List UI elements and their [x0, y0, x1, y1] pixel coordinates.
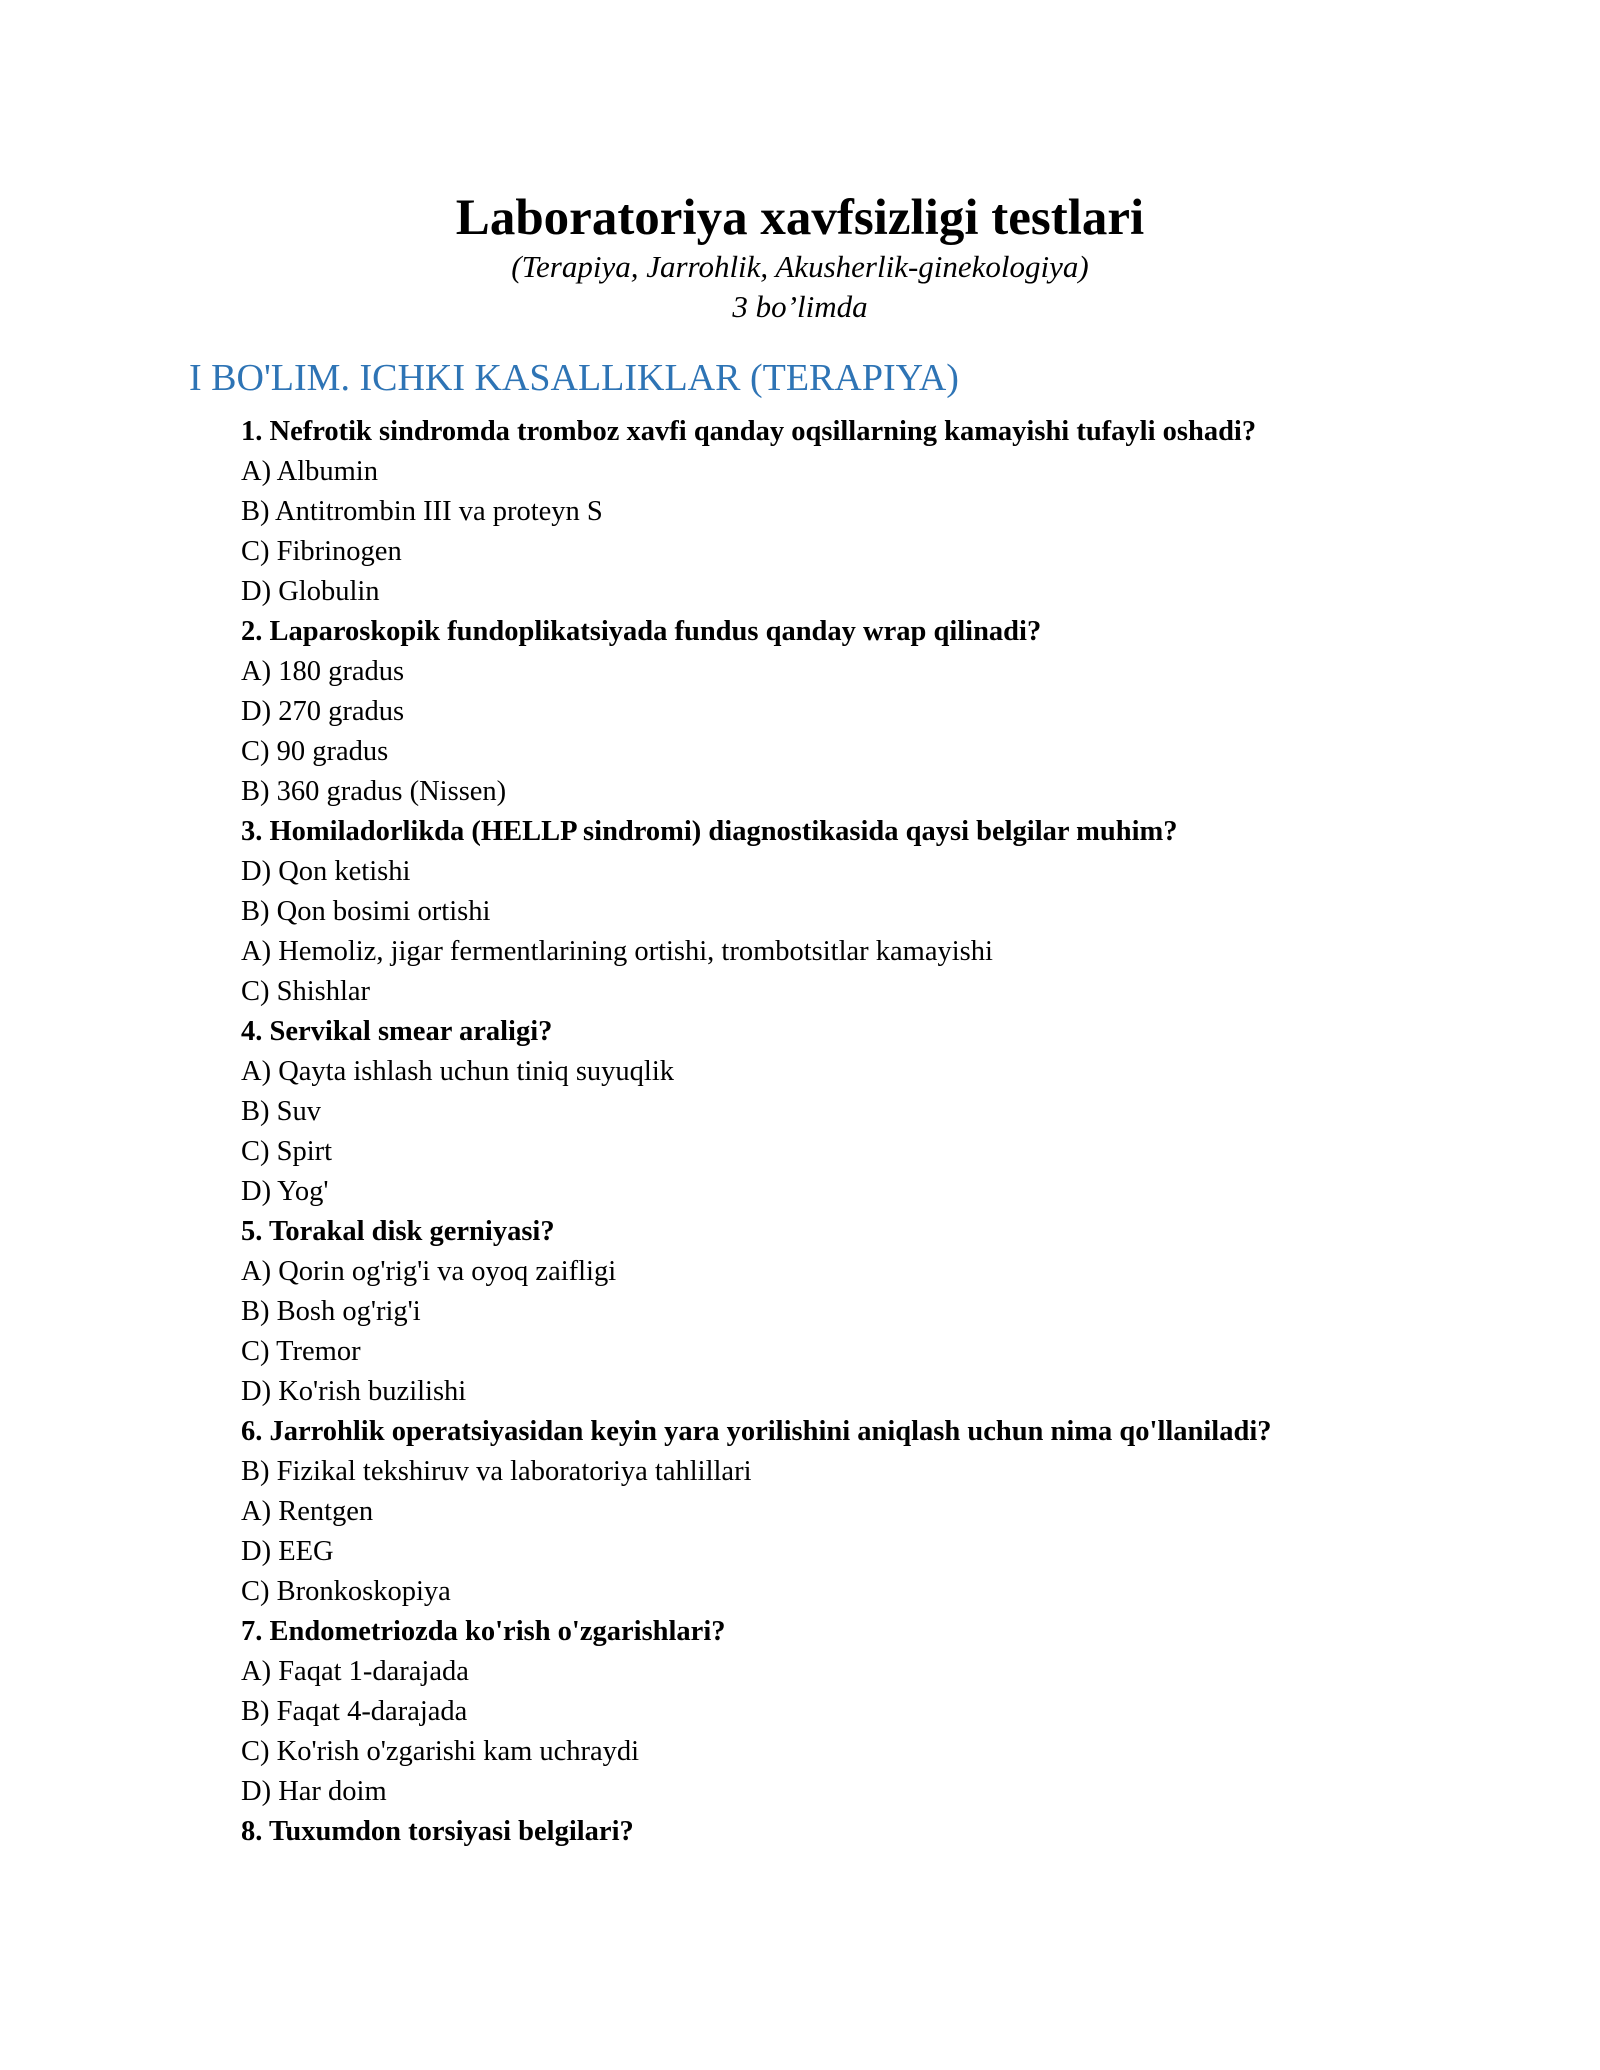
answer-option: B) 360 gradus (Nissen) [241, 776, 507, 807]
question-title: 3. Homiladorlikda (HELLP sindromi) diagnostikasida qaysi belgilar muhim? [241, 816, 1178, 847]
question-block [241, 612, 1541, 812]
question-block [241, 1612, 1541, 1812]
answer-option: A) Hemoliz, jigar fermentlarining ortishi, trombotsitlar kamayishi [241, 936, 993, 967]
answer-option: B) Faqat 4-darajada [241, 1696, 468, 1727]
document-title: Laboratoriya xavfsizligi testlari [455, 190, 1145, 246]
document-subtitle-specialties: (Terapiya, Jarrohlik, Akusherlik-ginekologiya) [511, 249, 1089, 284]
answer-option: C) Shishlar [241, 976, 371, 1007]
question-block [241, 412, 1541, 612]
question-list [241, 412, 1541, 1852]
question-title: 8. Tuxumdon torsiyasi belgilari? [241, 1816, 634, 1847]
answer-option: D) Har doim [241, 1776, 387, 1807]
question-title: 2. Laparoskopik fundoplikatsiyada fundus qanday wrap qilinadi? [241, 616, 1042, 647]
document-subtitle-parts: 3 bo’limda [732, 289, 868, 324]
answer-option: C) Bronkoskopiya [241, 1576, 451, 1607]
answer-option: A) 180 gradus [241, 656, 405, 687]
question-title: 4. Servikal smear araligi? [241, 1016, 553, 1047]
answer-option: D) EEG [241, 1536, 334, 1567]
answer-option: B) Fizikal tekshiruv va laboratoriya tahlillari [241, 1456, 752, 1487]
section-heading: I BO'LIM. ICHKI KASALLIKLAR (TERAPIYA) [189, 357, 959, 399]
answer-option: A) Albumin [241, 456, 378, 487]
answer-option: D) 270 gradus [241, 696, 405, 727]
answer-option: B) Bosh og'rig'i [241, 1296, 421, 1327]
answer-option: A) Rentgen [241, 1496, 374, 1527]
answer-option: B) Suv [241, 1096, 321, 1127]
question-block [241, 812, 1541, 1012]
answer-option: C) Tremor [241, 1336, 361, 1367]
question-title: 5. Torakal disk gerniyasi? [241, 1216, 555, 1247]
answer-option: C) 90 gradus [241, 736, 389, 767]
answer-option: D) Ko'rish buzilishi [241, 1376, 467, 1407]
question-block [241, 1212, 1541, 1412]
answer-option: B) Qon bosimi ortishi [241, 896, 491, 927]
question-title: 7. Endometriozda ko'rish o'zgarishlari? [241, 1616, 726, 1647]
answer-option: A) Faqat 1-darajada [241, 1656, 469, 1687]
answer-option: B) Antitrombin III va proteyn S [241, 496, 603, 527]
answer-option: A) Qayta ishlash uchun tiniq suyuqlik [241, 1056, 674, 1087]
question-block [241, 1012, 1541, 1212]
answer-option: D) Yog' [241, 1176, 329, 1207]
answer-option: C) Spirt [241, 1136, 333, 1167]
answer-option: D) Qon ketishi [241, 856, 411, 887]
answer-option: C) Ko'rish o'zgarishi kam uchraydi [241, 1736, 640, 1767]
question-title: 1. Nefrotik sindromda tromboz xavfi qanday oqsillarning kamayishi tufayli oshadi? [241, 416, 1257, 447]
answer-option: D) Globulin [241, 576, 380, 607]
answer-option: A) Qorin og'rig'i va oyoq zaifligi [241, 1256, 617, 1287]
question-title: 6. Jarrohlik operatsiyasidan keyin yara yorilishini aniqlash uchun nima qo'llaniladi? [241, 1416, 1272, 1447]
question-block [241, 1812, 1541, 1852]
question-block [241, 1412, 1541, 1612]
answer-option: C) Fibrinogen [241, 536, 402, 567]
